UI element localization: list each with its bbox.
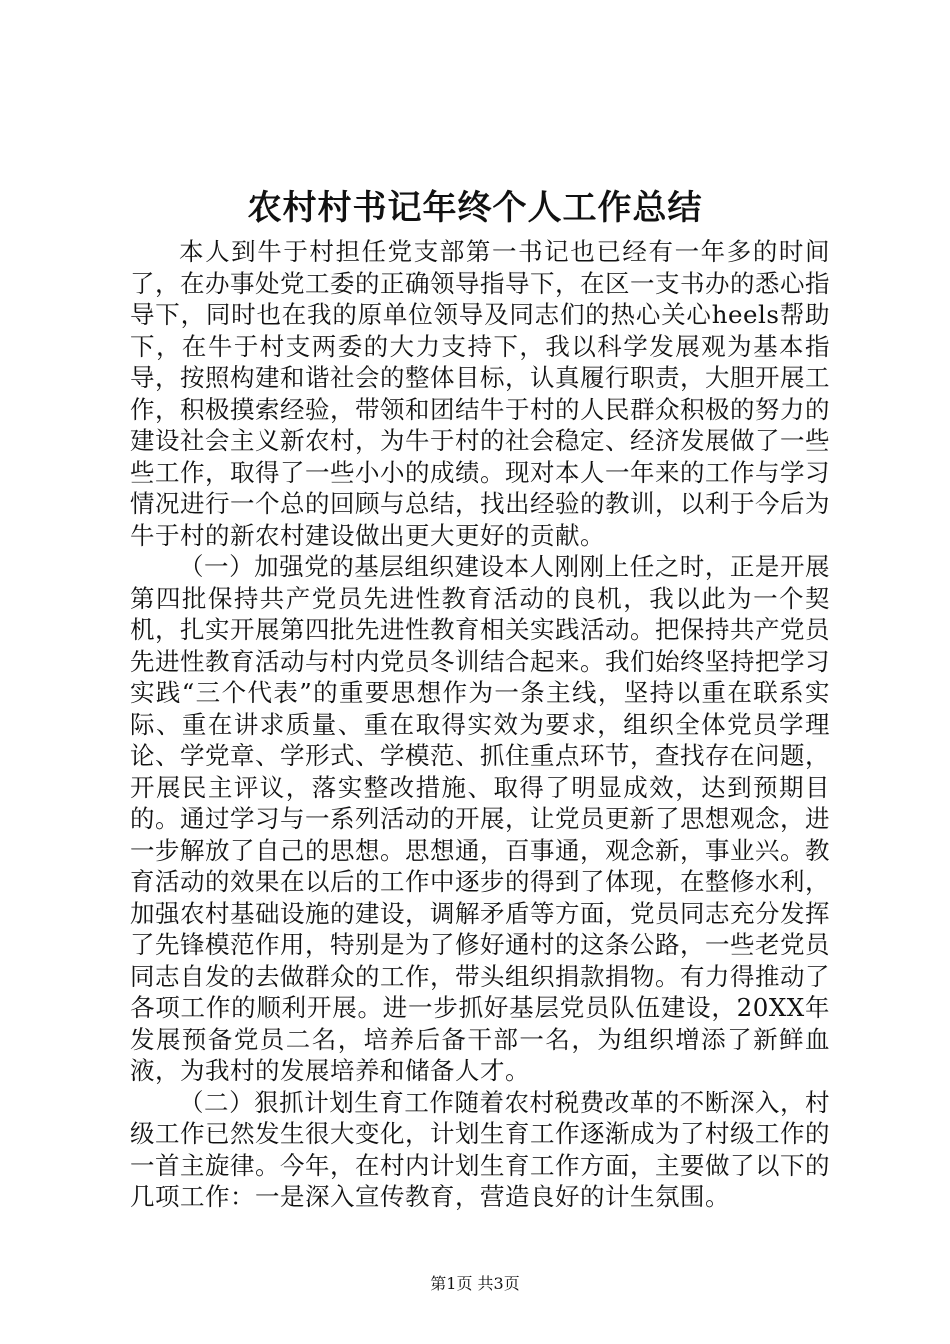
page-footer: 第1页 共3页 (430, 1274, 520, 1293)
paragraph-family-planning: （二）狠抓计划生育工作随着农村税费改革的不断深入，村级工作已然发生很大变化，计划生育工作逐渐成为了村级工作的一首主旋律。今年，在村内计划生育工作方面，主要做了以下的几项工作：一是深入宣传教育，营造良好的计生氛围。 (130, 1087, 830, 1211)
document-body (130, 236, 830, 1213)
document-title: 农村村书记年终个人工作总结 (247, 188, 703, 228)
paragraph-intro: 本人到牛于村担任党支部第一书记也已经有一年多的时间了，在办事处党工委的正确领导指导下，在区一支书办的悉心指导下，同时也在我的原单位领导及同志们的热心关心heels帮助下，在牛于村支两委的大力支持下，我以科学发展观为基本指导，按照构建和谐社会的整体目标，认真履行职责，大胆开展工作，积极摸索经验，带领和团结牛于村的人民群众积极的努力的建设社会主义新农村，为牛于村的社会稳定、经济发展做了一些些工作，取得了一些小小的成绩。现对本人一年来的工作与学习情况进行一个总的回顾与总结，找出经验的教训，以利于今后为牛于村的新农村建设做出更大更好的贡献。 (130, 237, 830, 550)
paragraph-party-building: （一）加强党的基层组织建设本人刚刚上任之时，正是开展第四批保持共产党员先进性教育活动的良机，我以此为一个契机，扎实开展第四批先进性教育相关实践活动。把保持共产党员先进性教育活动与村内党员冬训结合起来。我们始终坚持把学习实践“三个代表”的重要思想作为一条主线，坚持以重在联系实际、重在讲求质量、重在取得实效为要求，组织全体党员学理论、学党章、学形式、学模范、抓住重点环节，查找存在问题，开展民主评议，落实整改措施、取得了明显成效，达到预期目的。通过学习与一系列活动的开展，让党员更新了思想观念，进一步解放了自己的思想。思想通，百事通，观念新，事业兴。教育活动的效果在以后的工作中逐步的得到了体现，在整修水利，加强农村基础设施的建设，调解矛盾等方面，党员同志充分发挥了先锋模范作用，特别是为了修好通村的这条公路，一些老党员同志自发的去做群众的工作，带头组织捐款捐物。有力得推动了各项工作的顺利开展。进一步抓好基层党员队伍建设，20XX年发展预备党员二名，培养后备干部一名，为组织增添了新鲜血液，为我村的发展培养和储备人才。 (130, 552, 830, 1085)
